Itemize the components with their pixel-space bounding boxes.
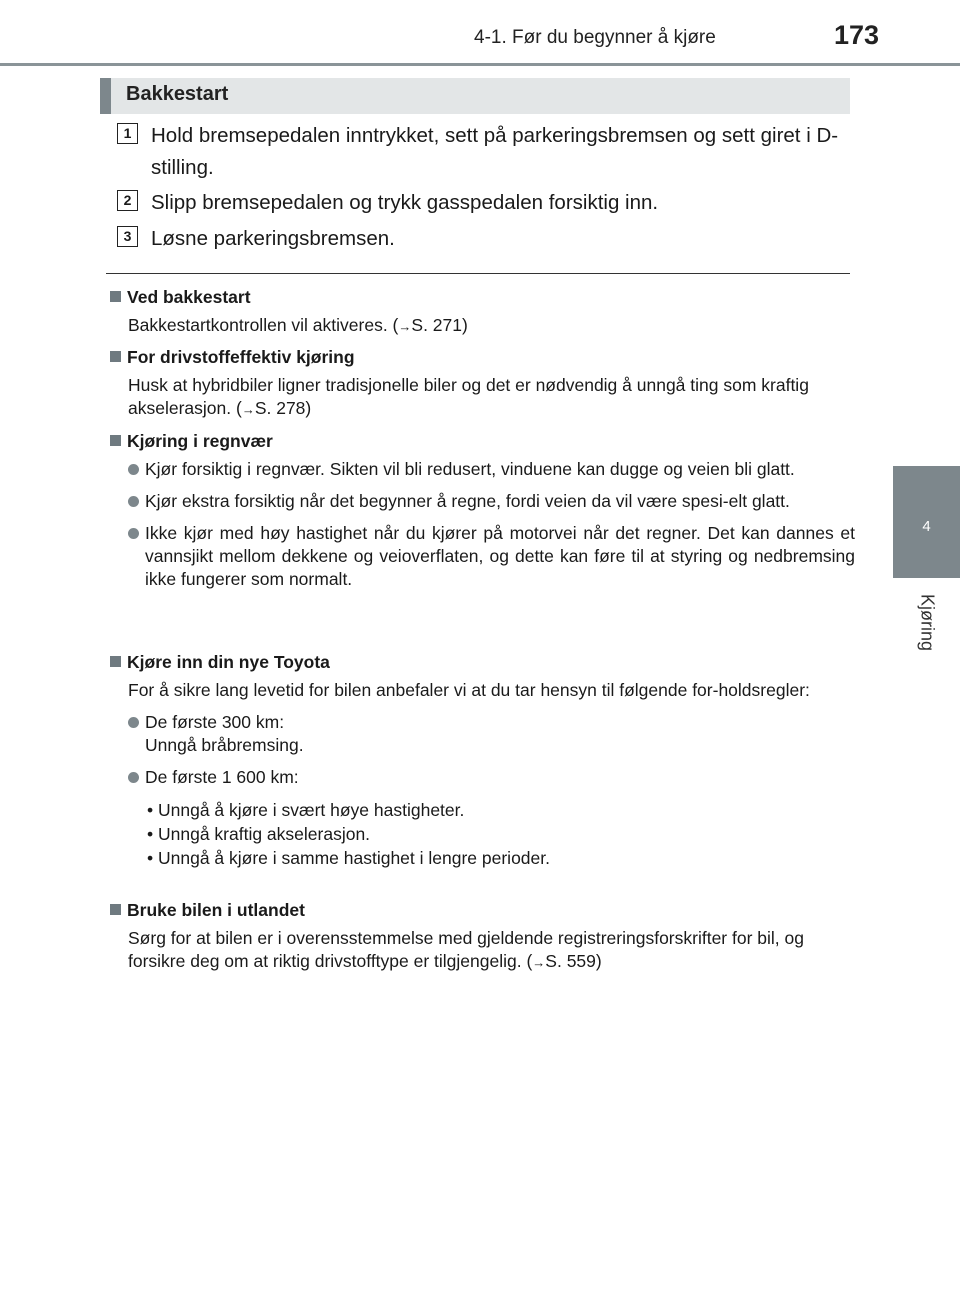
- note-title: Kjøring i regnvær: [110, 430, 855, 452]
- page-reference[interactable]: S. 271): [411, 315, 468, 335]
- arrow-right-icon: →: [398, 319, 412, 334]
- list-item: Ikke kjør med høy hastighet når du kjører på motorvei når det regner. Det kan dannes et vannsjikt mellom dekkene og veioverflaten, og dette kan føre til at styring og nedbremsing ikke fungerer som normalt.: [110, 522, 855, 591]
- note-text: Bakkestartkontrollen vil aktiveres. (→S. 271): [128, 315, 468, 335]
- step-number-2: 2: [117, 190, 138, 211]
- bullet-dot-icon: [128, 528, 139, 539]
- step-number-3: 3: [117, 226, 138, 247]
- sub-list-item: • Unngå å kjøre i svært høye hastigheter.: [147, 800, 465, 820]
- list-item: Kjør ekstra forsiktig når det begynner å regne, fordi veien da vil være spesi-elt glatt.: [110, 490, 855, 513]
- step-number-1: 1: [117, 123, 138, 144]
- square-bullet-icon: [110, 656, 121, 667]
- sub-list-item: • Unngå å kjøre i samme hastighet i lengre perioder.: [147, 848, 550, 868]
- square-bullet-icon: [110, 351, 121, 362]
- note-regnvaer: [110, 430, 855, 591]
- bullet-dot-icon: [128, 464, 139, 475]
- note-title: Kjøre inn din nye Toyota: [110, 651, 855, 673]
- square-bullet-icon: [110, 904, 121, 915]
- square-bullet-icon: [110, 435, 121, 446]
- list-item: Kjør forsiktig i regnvær. Sikten vil bli redusert, vinduene kan dugge og veien bli glatt.: [110, 458, 855, 481]
- section-divider: [106, 273, 850, 274]
- note-title: Bruke bilen i utlandet: [110, 899, 855, 921]
- page-reference[interactable]: S. 278): [254, 398, 312, 418]
- list-item: De første 300 km: Unngå bråbremsing.: [110, 711, 855, 757]
- sub-list-item: • Unngå kraftig akselerasjon.: [147, 824, 371, 844]
- list-item: De første 1 600 km:: [110, 766, 855, 789]
- note-title: For drivstoffeffektiv kjøring: [110, 346, 855, 368]
- note-text: For å sikre lang levetid for bilen anbefaler vi at du tar hensyn til følgende for-holdsregler:: [128, 680, 810, 700]
- note-title: Ved bakkestart: [110, 286, 855, 308]
- page-number: 173: [834, 20, 880, 50]
- note-ved-bakkestart: [110, 286, 855, 338]
- arrow-right-icon: →: [532, 955, 546, 970]
- section-header: [100, 78, 850, 114]
- note-toyota: [110, 651, 855, 870]
- note-drivstoff: [110, 346, 855, 421]
- bullet-dot-icon: [128, 496, 139, 507]
- header-section-title: 4-1. Før du begynner å kjøre: [474, 27, 716, 48]
- chapter-label: Kjøring: [917, 593, 938, 651]
- note-text: Husk at hybridbiler ligner tradisjonelle biler og det er nødvendig å unngå ting som kraftig akselerasjon. (→S. 278): [128, 375, 809, 418]
- bullet-dot-icon: [128, 772, 139, 783]
- note-utlandet: [110, 899, 855, 974]
- step-text-2: Slipp bremsepedalen og trykk gasspedalen forsiktig inn.: [151, 191, 659, 214]
- chapter-tab: [893, 466, 960, 578]
- section-title: Bakkestart: [126, 83, 229, 105]
- header-divider: [0, 63, 960, 66]
- page-reference[interactable]: S. 559): [545, 951, 602, 971]
- square-bullet-icon: [110, 291, 121, 302]
- arrow-right-icon: →: [241, 402, 255, 417]
- step-text-3: Løsne parkeringsbremsen.: [151, 227, 395, 250]
- chapter-number: 4: [922, 518, 931, 535]
- bullet-dot-icon: [128, 717, 139, 728]
- note-text: Sørg for at bilen er i overensstemmelse med gjeldende registreringsforskrifter for bil, og forsikre deg om at riktig drivstofftype er tilgjengelig. (→S. 559): [128, 928, 804, 971]
- step-text-1: Hold bremsepedalen inntrykket, sett på parkeringsbremsen og sett giret i D-stilling.: [151, 124, 839, 179]
